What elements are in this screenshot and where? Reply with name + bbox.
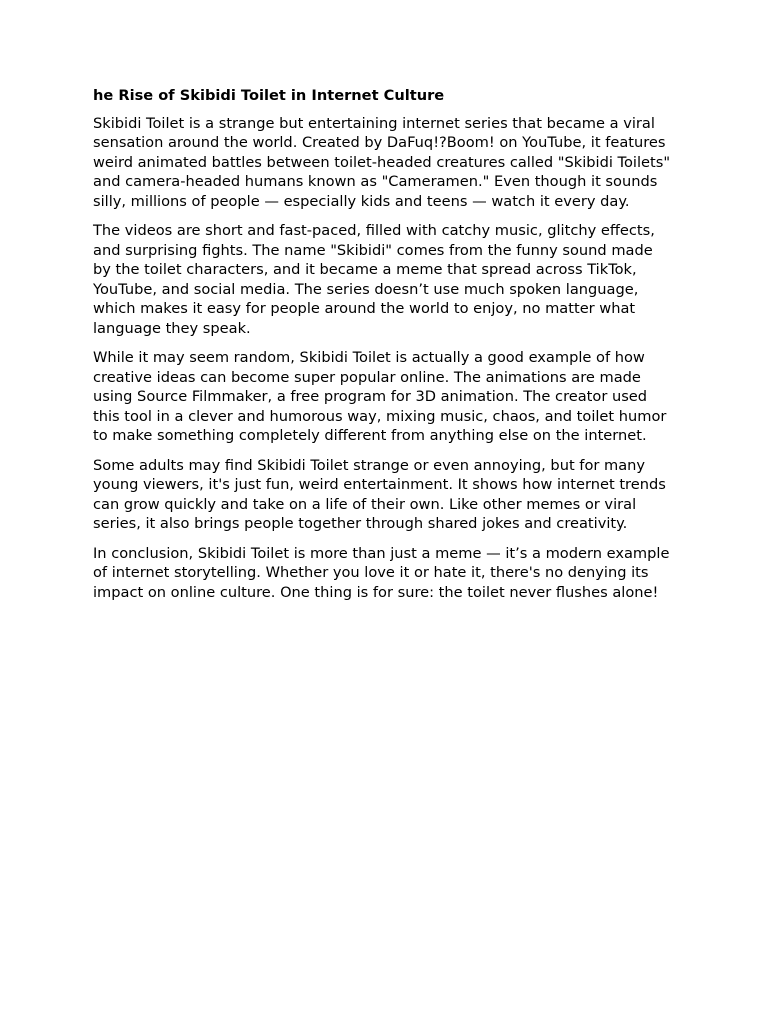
paragraph-1: Skibidi Toilet is a strange but entertaining internet series that became a viral sensation around the world. Created by DaFuq!?Boom! on YouTube, it features weird animated battles between toilet-headed creatures called "Skibidi Toilets" and camera-headed humans known as "Cameramen." Even though it sounds silly, millions of people — especially kids and teens — watch it every day. <box>93 114 671 210</box>
document-body <box>93 86 675 612</box>
document-title: he Rise of Skibidi Toilet in Internet Culture <box>93 87 445 104</box>
paragraph-4: Some adults may find Skibidi Toilet strange or even annoying, but for many young viewers, it's just fun, weird entertainment. It shows how internet trends can grow quickly and take on a life of their own. Like other memes or viral series, it also brings people together through shared jokes and creativity. <box>93 456 666 532</box>
paragraph-3: While it may seem random, Skibidi Toilet is actually a good example of how creative ideas can become super popular online. The animations are made using Source Filmmaker, a free program for 3D animation. The creator used this tool in a clever and humorous way, mixing music, chaos, and toilet humor to make something completely different from anything else on the internet. <box>93 349 667 444</box>
paragraph-2: The videos are short and fast-paced, filled with catchy music, glitchy effects, and surprising fights. The name "Skibidi" comes from the funny sound made by the toilet characters, and it became a meme that spread across TikTok, YouTube, and social media. The series doesn’t use much spoken language, which makes it easy for people around the world to enjoy, no matter what language they speak. <box>93 222 655 337</box>
paragraph-5: In conclusion, Skibidi Toilet is more than just a meme — it’s a modern example of internet storytelling. Whether you love it or hate it, there's no denying its impact on online culture. One thing is for sure: the toilet never flushes alone! <box>93 544 670 601</box>
